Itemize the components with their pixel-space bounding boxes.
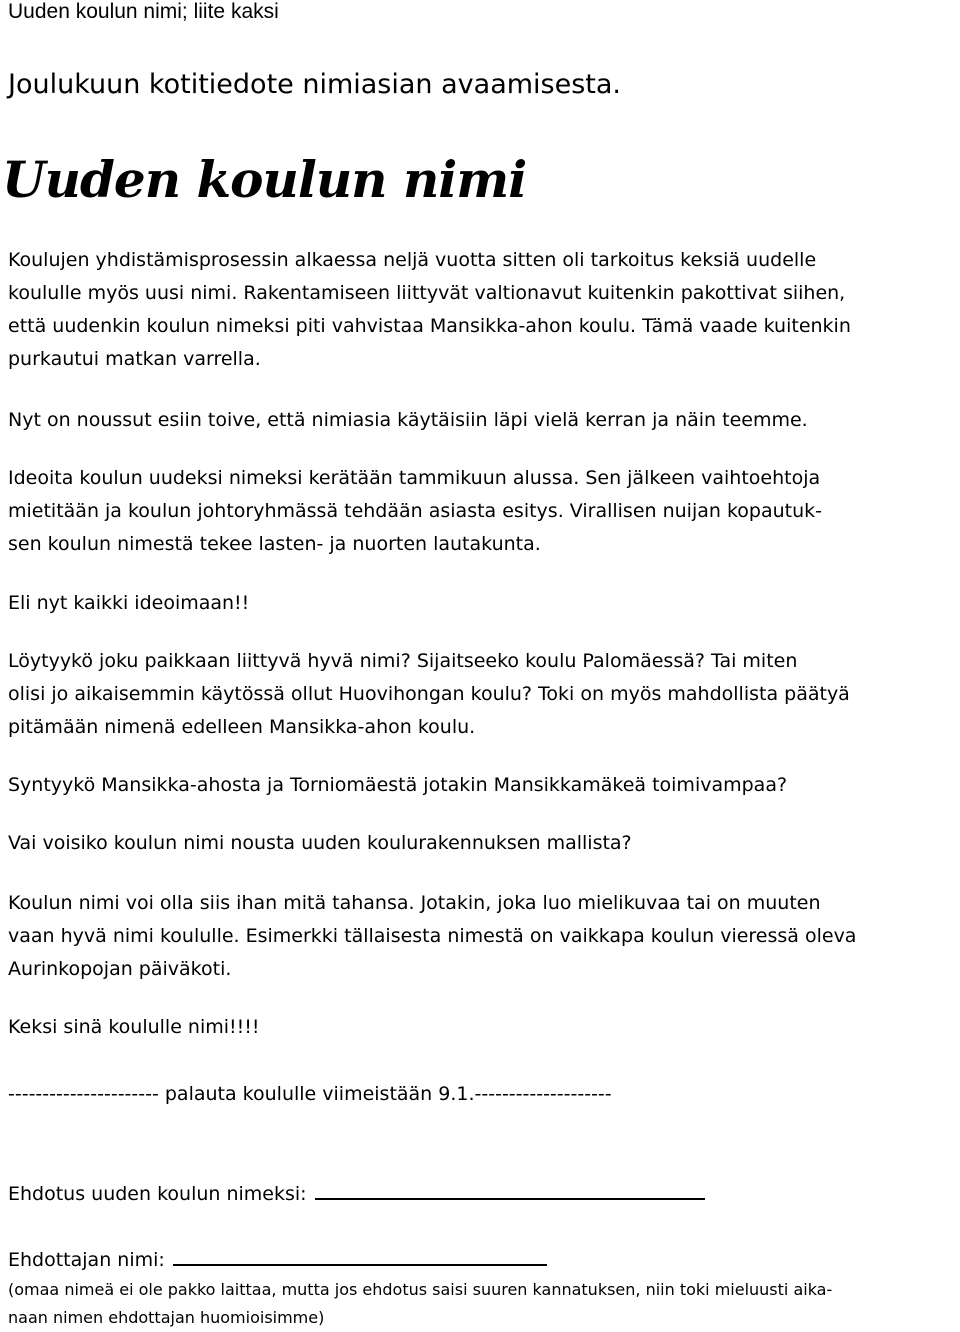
proposer-label: Ehdottajan nimi: — [8, 1249, 165, 1271]
paragraph-line: olisi jo aikaisemmin käytössä ollut Huovihongan koulu? Toki on myös mahdollista päätyä — [8, 683, 850, 705]
newsletter-subtitle: Joulukuun kotitiedote nimiasian avaamisesta. — [8, 69, 621, 100]
paragraph-wish — [8, 404, 958, 437]
paragraph-line: Vai voisiko koulun nimi nousta uuden koulurakennuksen mallista? — [8, 832, 632, 854]
paragraph-process — [8, 462, 958, 561]
paragraph-combination — [8, 769, 958, 802]
paragraph-line: Koulun nimi voi olla siis ihan mitä tahansa. Jotakin, joka luo mielikuvaa tai on muuten — [8, 892, 821, 914]
paragraph-line: Eli nyt kaikki ideoimaan!! — [8, 592, 250, 614]
proposer-field — [8, 1244, 547, 1274]
paragraph-line: Löytyykö joku paikkaan liittyvä hyvä nimi? Sijaitseeko koulu Palomäessä? Tai miten — [8, 650, 798, 672]
paragraph-intro — [8, 244, 958, 376]
paragraph-questions — [8, 645, 958, 744]
paragraph-line: Syntyykö Mansikka-ahosta ja Torniomäestä jotakin Mansikkamäkeä toimivampaa? — [8, 774, 788, 796]
paragraph-line: pitämään nimenä edelleen Mansikka-ahon koulu. — [8, 716, 476, 738]
paragraph-line: Nyt on noussut esiin toive, että nimiasia käytäisiin läpi vielä kerran ja näin teemme. — [8, 409, 808, 431]
paragraph-line: Ideoita koulun uudeksi nimeksi kerätään tammikuun alussa. Sen jälkeen vaihtoehtoja — [8, 467, 821, 489]
paragraph-line: mietitään ja koulun johtoryhmässä tehdään asiasta esitys. Virallisen nuijan kopautuk- — [8, 500, 823, 522]
paragraph-line: purkautui matkan varrella. — [8, 348, 261, 370]
page-title: Uuden koulun nimi — [2, 150, 527, 209]
attachment-label: Uuden koulun nimi; liite kaksi — [8, 0, 279, 23]
proposer-blank[interactable] — [173, 1244, 547, 1266]
cut-line: ---------------------- palauta koululle viimeistään 9.1.-------------------- — [8, 1083, 612, 1105]
suggestion-field — [8, 1178, 705, 1208]
paragraph-line: Keksi sinä koululle nimi!!!! — [8, 1016, 260, 1038]
privacy-note — [8, 1276, 958, 1332]
paragraph-line: Aurinkopojan päiväkoti. — [8, 958, 232, 980]
suggestion-blank[interactable] — [315, 1178, 705, 1200]
note-line: (omaa nimeä ei ole pakko laittaa, mutta jos ehdotus saisi suuren kannatuksen, niin toki mieluusti aika- — [8, 1280, 833, 1299]
paragraph-anything — [8, 887, 958, 986]
paragraph-invent — [8, 1011, 958, 1044]
paragraph-line: Koulujen yhdistämisprosessin alkaessa neljä vuotta sitten oli tarkoitus keksiä uudelle — [8, 249, 817, 271]
paragraph-line: koululle myös uusi nimi. Rakentamiseen liittyvät valtionavut kuitenkin pakottivat siihen, — [8, 282, 846, 304]
paragraph-line: vaan hyvä nimi koululle. Esimerkki tällaisesta nimestä on vaikkapa koulun vieressä oleva — [8, 925, 857, 947]
paragraph-line: sen koulun nimestä tekee lasten- ja nuorten lautakunta. — [8, 533, 541, 555]
paragraph-call — [8, 587, 958, 620]
paragraph-line: että uudenkin koulun nimeksi piti vahvistaa Mansikka-ahon koulu. Tämä vaade kuitenkin — [8, 315, 851, 337]
note-line: naan nimen ehdottajan huomioisimme) — [8, 1308, 325, 1327]
paragraph-building — [8, 827, 958, 860]
suggestion-label: Ehdotus uuden koulun nimeksi: — [8, 1183, 307, 1205]
